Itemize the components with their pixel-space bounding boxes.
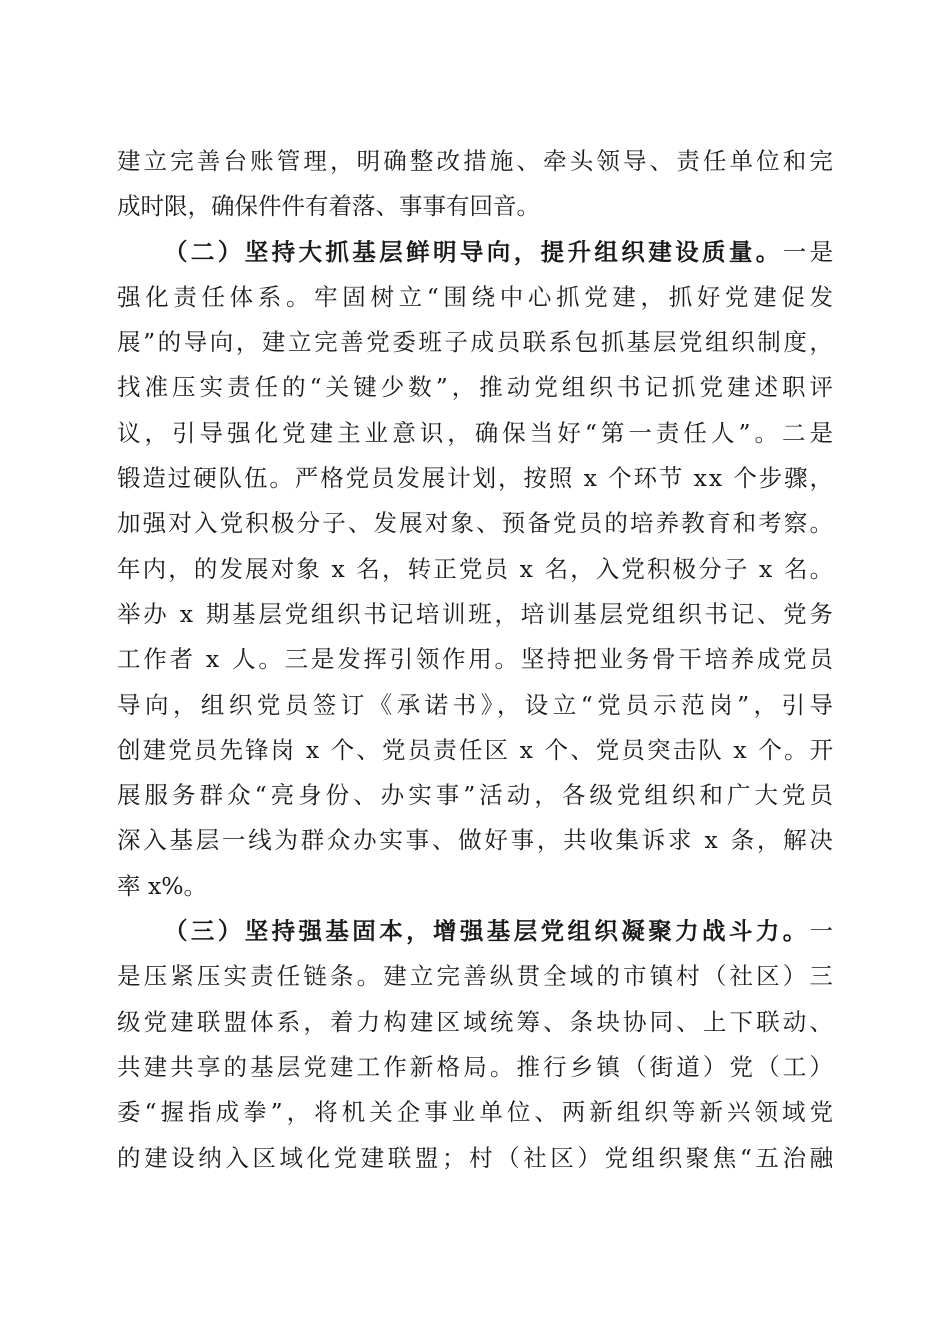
body-text: 工作者 x 人。三是发挥引领作用。坚持把业务骨干培养成党员 <box>117 645 836 674</box>
body-text: 成时限，确保件件有着落、事事有回音。 <box>117 192 540 221</box>
body-text: 议，引导强化党建主业意识，确保当好“第一责任人”。二是 <box>117 418 838 447</box>
text-line <box>117 320 836 365</box>
body-text: 委“握指成拳”，将机关企事业单位、两新组织等新兴领域党 <box>117 1098 838 1127</box>
text-line <box>117 1136 837 1181</box>
body-text: 共建共享的基层党建工作新格局。推行乡镇（街道）党（工） <box>117 1052 837 1081</box>
body-text: 是压紧压实责任链条。建立完善纵贯全域的市镇村（社区）三 <box>117 962 837 991</box>
body-text: 加强对入党积极分子、发展对象、预备党员的培养教育和考察。 <box>117 509 836 538</box>
body-text: 锻造过硬队伍。严格党员发展计划，按照 x 个环节 xx 个步骤， <box>117 464 835 493</box>
heading-text: （三）坚持强基固本，增强基层党组织凝聚力战斗力。 <box>164 917 810 946</box>
text-line <box>117 1045 837 1090</box>
text-line <box>117 139 837 184</box>
text-line <box>117 411 838 456</box>
text-line <box>117 547 836 592</box>
text-line <box>117 501 836 546</box>
body-text: 建立完善台账管理，明确整改措施、牵头领导、责任单位和完 <box>117 147 837 175</box>
text-line <box>117 456 833 501</box>
body-text: 深入基层一线为群众办实事、做好事，共收集诉求 x 条，解决 <box>117 826 836 855</box>
text-line <box>117 773 838 818</box>
body-text: 一 <box>809 917 837 946</box>
heading-text: （二）坚持大抓基层鲜明导向，提升组织建设质量。 <box>164 237 783 266</box>
body-text: 展服务群众“亮身份、办实事”活动，各级党组织和广大党员 <box>117 781 838 810</box>
text-line <box>117 365 838 410</box>
text-line <box>117 683 838 728</box>
text-line <box>117 954 837 999</box>
text-line <box>117 592 836 637</box>
text-line <box>117 818 836 863</box>
text-line <box>117 184 833 229</box>
text-line <box>117 864 833 909</box>
body-text: 创建党员先锋岗 x 个、党员责任区 x 个、党员突击队 x 个。开 <box>117 735 836 764</box>
body-text: 的建设纳入区域化党建联盟；村（社区）党组织聚焦“五治融 <box>117 1143 837 1172</box>
text-line <box>117 909 837 954</box>
body-text: 强化责任体系。牢固树立“围绕中心抓党建，抓好党建促发 <box>117 282 838 311</box>
body-text: 年内，的发展对象 x 名，转正党员 x 名，入党积极分子 x 名。 <box>117 554 836 583</box>
body-text: 率 x%。 <box>117 871 208 900</box>
text-line <box>117 275 838 320</box>
text-line <box>117 1000 837 1045</box>
body-text: 导向，组织党员签订《承诺书》，设立“党员示范岗”，引导 <box>117 690 838 719</box>
text-line <box>117 637 836 682</box>
body-text: 找准压实责任的“关键少数”，推动党组织书记抓党建述职评 <box>117 373 838 402</box>
body-text: 一是 <box>782 237 837 266</box>
body-text: 举办 x 期基层党组织书记培训班，培训基层党组织书记、党务 <box>117 599 836 628</box>
text-line <box>117 230 837 275</box>
text-line <box>117 728 836 773</box>
body-text: 级党建联盟体系，着力构建区域统筹、条块协同、上下联动、 <box>117 1007 837 1036</box>
body-text: 展”的导向，建立完善党委班子成员联系包抓基层党组织制度， <box>117 328 836 357</box>
document-body <box>117 139 838 1181</box>
text-line <box>117 1090 838 1135</box>
